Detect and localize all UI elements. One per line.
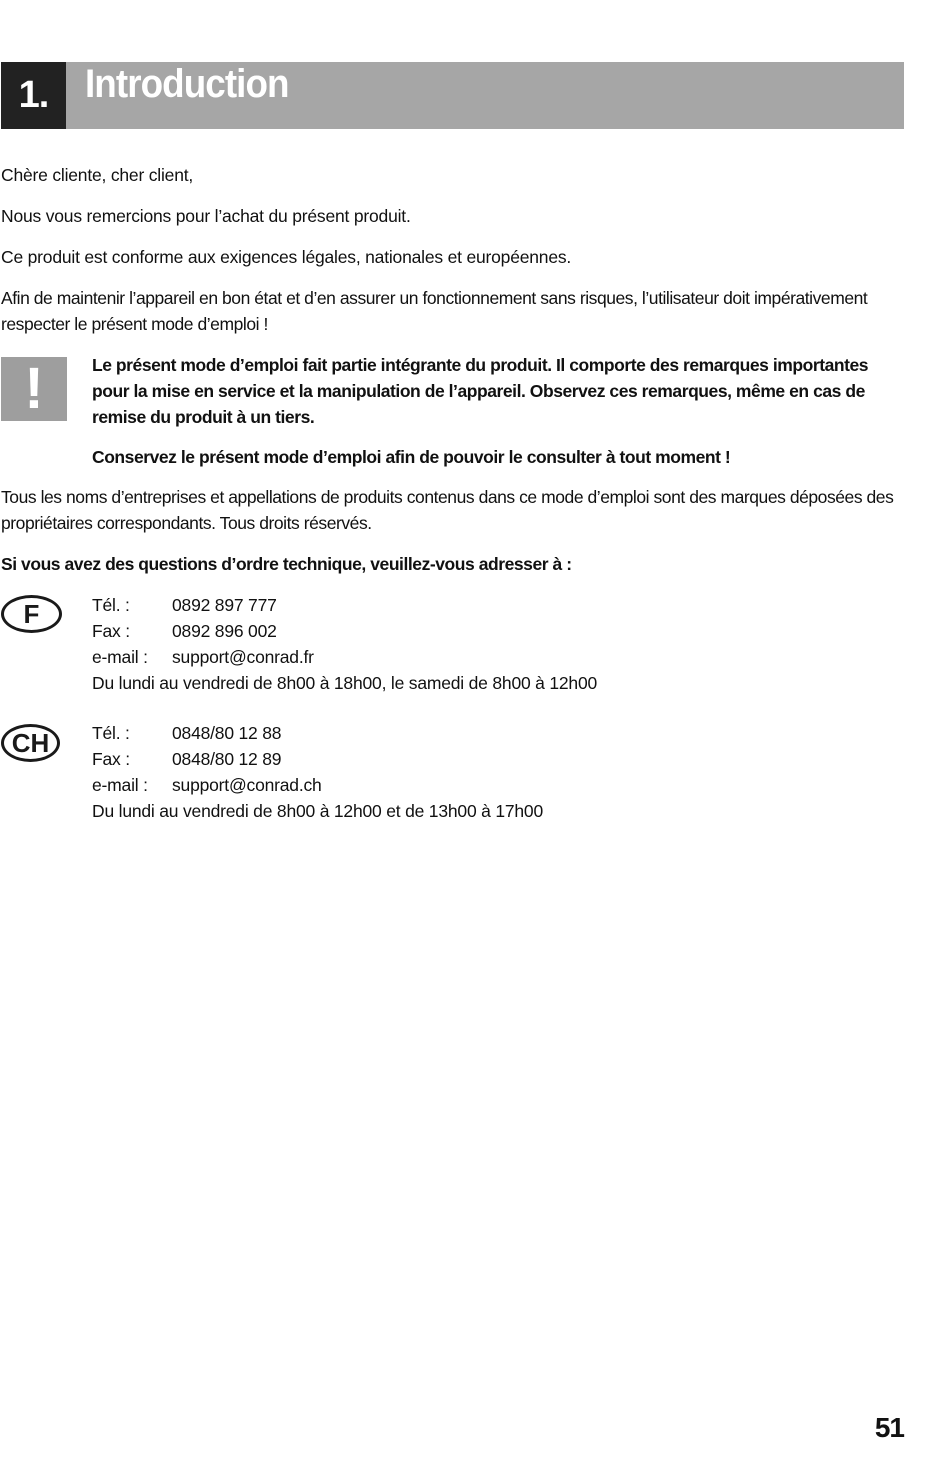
tel-label: Tél. : bbox=[92, 595, 130, 615]
contact-block-f bbox=[92, 592, 597, 696]
exclamation-icon bbox=[1, 357, 67, 421]
tel-value: 0892 897 777 bbox=[172, 595, 277, 615]
warning-text: Le présent mode d’emploi fait partie intégrante du produit. Il comporte des remarques importantes pour la mise en service et la manipulation de l’appareil. Observez ces remarques, même en cas de remise du produit à un tiers. bbox=[92, 355, 869, 427]
tel-value: 0848/80 12 88 bbox=[172, 723, 282, 743]
contact-block-ch bbox=[92, 720, 543, 824]
exclamation-mark: ! bbox=[24, 356, 44, 421]
conformity-text: Ce produit est conforme aux exigences légales, nationales et européennes. bbox=[1, 247, 572, 267]
keep-manual-text: Conservez le présent mode d’emploi afin de pouvoir le consulter à tout moment ! bbox=[92, 447, 731, 467]
fax-label: Fax : bbox=[92, 621, 130, 641]
country-badge-f: F bbox=[1, 595, 62, 633]
email-link[interactable]: support@conrad.ch bbox=[172, 775, 322, 795]
maintain-text: Afin de maintenir l’appareil en bon état et d’en assurer un fonctionnement sans risques, l’utilisateur doit impérativement respecter le présent mode d’emploi ! bbox=[1, 288, 868, 334]
section-title: Introduction bbox=[85, 62, 289, 106]
greeting-text: Chère cliente, cher client, bbox=[1, 165, 194, 185]
thanks-text: Nous vous remercions pour l’achat du présent produit. bbox=[1, 206, 411, 226]
email-link[interactable]: support@conrad.fr bbox=[172, 647, 314, 667]
questions-heading: Si vous avez des questions d’ordre technique, veuillez-vous adresser à : bbox=[1, 554, 572, 574]
fax-value: 0892 896 002 bbox=[172, 621, 277, 641]
fax-value: 0848/80 12 89 bbox=[172, 749, 282, 769]
country-badge-ch: CH bbox=[1, 724, 60, 762]
tel-label: Tél. : bbox=[92, 723, 130, 743]
email-label: e-mail : bbox=[92, 647, 148, 667]
trademarks-text: Tous les noms d’entreprises et appellations de produits contenus dans ce mode d’emploi sont des marques déposées des propriétaires correspondants. Tous droits réservés. bbox=[1, 487, 894, 533]
section-number: 1. bbox=[1, 62, 66, 129]
email-label: e-mail : bbox=[92, 775, 148, 795]
hours-text: Du lundi au vendredi de 8h00 à 12h00 et de 13h00 à 17h00 bbox=[92, 801, 543, 821]
section-header bbox=[1, 62, 904, 129]
page-number: 51 bbox=[874, 1412, 904, 1443]
hours-text: Du lundi au vendredi de 8h00 à 18h00, le samedi de 8h00 à 12h00 bbox=[92, 673, 598, 693]
fax-label: Fax : bbox=[92, 749, 130, 769]
